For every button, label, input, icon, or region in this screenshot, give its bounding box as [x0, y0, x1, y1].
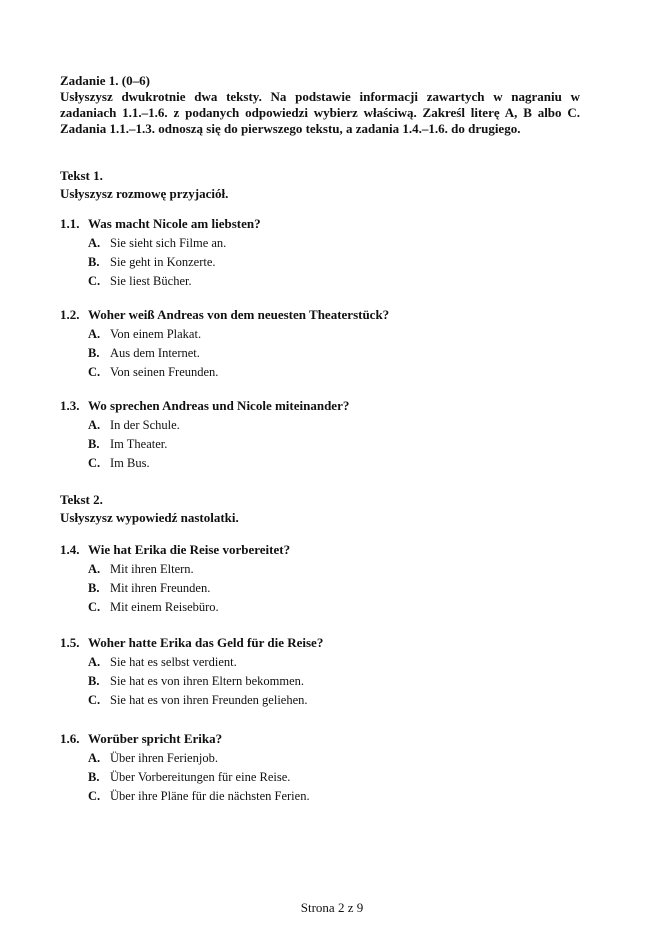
- text1-title: Tekst 1.: [60, 168, 103, 183]
- option-text: Mit einem Reisebüro.: [110, 600, 219, 614]
- option-letter: C.: [88, 456, 101, 470]
- text2-section: [60, 491, 239, 527]
- option-text: Sie sieht sich Filme an.: [110, 236, 227, 250]
- option-c[interactable]: [88, 454, 620, 473]
- option-b[interactable]: [88, 253, 620, 272]
- option-a[interactable]: [88, 325, 620, 344]
- option-text: Über ihre Pläne für die nächsten Ferien.: [110, 789, 310, 803]
- option-c[interactable]: [88, 787, 620, 806]
- question-1-6: [60, 730, 620, 806]
- option-letter: C.: [88, 365, 101, 379]
- option-a[interactable]: [88, 560, 620, 579]
- option-letter: B.: [88, 255, 100, 269]
- question-1-1: [60, 215, 620, 291]
- question-number: 1.1.: [60, 216, 80, 231]
- page-number: Strona 2 z 9: [300, 900, 364, 915]
- option-text: Sie hat es von ihren Freunden geliehen.: [110, 693, 308, 707]
- option-a[interactable]: [88, 749, 620, 768]
- option-letter: B.: [88, 770, 100, 784]
- question-text: Worüber spricht Erika?: [88, 731, 223, 746]
- option-text: Im Theater.: [110, 437, 168, 451]
- option-letter: C.: [88, 600, 101, 614]
- option-letter: A.: [88, 236, 101, 250]
- text1-section: [60, 167, 228, 203]
- text2-subtitle: Usłyszysz wypowiedź nastolatki.: [60, 510, 239, 525]
- option-a[interactable]: [88, 234, 620, 253]
- option-letter: A.: [88, 327, 101, 341]
- option-text: Aus dem Internet.: [110, 346, 200, 360]
- option-text: In der Schule.: [110, 418, 180, 432]
- option-b[interactable]: [88, 435, 620, 454]
- question-number: 1.5.: [60, 635, 80, 650]
- option-letter: B.: [88, 581, 100, 595]
- option-letter: A.: [88, 655, 101, 669]
- option-text: Sie liest Bücher.: [110, 274, 192, 288]
- option-a[interactable]: [88, 416, 620, 435]
- task-title: Zadanie 1. (0–6): [60, 73, 150, 88]
- question-number: 1.2.: [60, 307, 80, 322]
- question-number: 1.3.: [60, 398, 80, 413]
- option-letter: C.: [88, 789, 101, 803]
- option-c[interactable]: [88, 598, 620, 617]
- task-header: [60, 73, 580, 137]
- option-c[interactable]: [88, 363, 620, 382]
- task-instruction: Usłyszysz dwukrotnie dwa teksty. Na podstawie informacji zawartych w nagraniu w zadaniach 1.1.–1.6. z podanych odpowiedzi wybierz właściwą. Zakreśl literę A, B albo C. Zadania 1.1.–1.3. odnoszą się do pierwszego tekstu, a zadania 1.4.–1.6. do drugiego.: [60, 89, 580, 136]
- text2-title: Tekst 2.: [60, 492, 103, 507]
- option-letter: B.: [88, 437, 100, 451]
- option-text: Sie hat es selbst verdient.: [110, 655, 237, 669]
- question-number: 1.6.: [60, 731, 80, 746]
- option-letter: B.: [88, 346, 100, 360]
- option-letter: B.: [88, 674, 100, 688]
- question-text: Was macht Nicole am liebsten?: [88, 216, 261, 231]
- option-letter: A.: [88, 751, 101, 765]
- option-b[interactable]: [88, 672, 620, 691]
- option-text: Im Bus.: [110, 456, 150, 470]
- question-1-3: [60, 397, 620, 473]
- option-letter: C.: [88, 274, 101, 288]
- option-text: Sie geht in Konzerte.: [110, 255, 216, 269]
- question-1-4: [60, 541, 620, 617]
- option-text: Von seinen Freunden.: [110, 365, 219, 379]
- option-text: Mit ihren Eltern.: [110, 562, 194, 576]
- text1-subtitle: Usłyszysz rozmowę przyjaciół.: [60, 186, 229, 201]
- option-c[interactable]: [88, 691, 620, 710]
- question-text: Wo sprechen Andreas und Nicole miteinander?: [88, 398, 350, 413]
- option-letter: A.: [88, 562, 101, 576]
- option-c[interactable]: [88, 272, 620, 291]
- option-b[interactable]: [88, 344, 620, 363]
- option-letter: A.: [88, 418, 101, 432]
- question-text: Woher weiß Andreas von dem neuesten Theaterstück?: [88, 307, 390, 322]
- option-text: Mit ihren Freunden.: [110, 581, 211, 595]
- option-b[interactable]: [88, 579, 620, 598]
- option-text: Sie hat es von ihren Eltern bekommen.: [110, 674, 305, 688]
- option-a[interactable]: [88, 653, 620, 672]
- question-1-2: [60, 306, 620, 382]
- option-text: Von einem Plakat.: [110, 327, 202, 341]
- question-1-5: [60, 634, 620, 710]
- question-text: Wie hat Erika die Reise vorbereitet?: [88, 542, 291, 557]
- question-text: Woher hatte Erika das Geld für die Reise?: [88, 635, 324, 650]
- option-text: Über ihren Ferienjob.: [110, 751, 218, 765]
- question-number: 1.4.: [60, 542, 80, 557]
- option-b[interactable]: [88, 768, 620, 787]
- option-text: Über Vorbereitungen für eine Reise.: [110, 770, 291, 784]
- option-letter: C.: [88, 693, 101, 707]
